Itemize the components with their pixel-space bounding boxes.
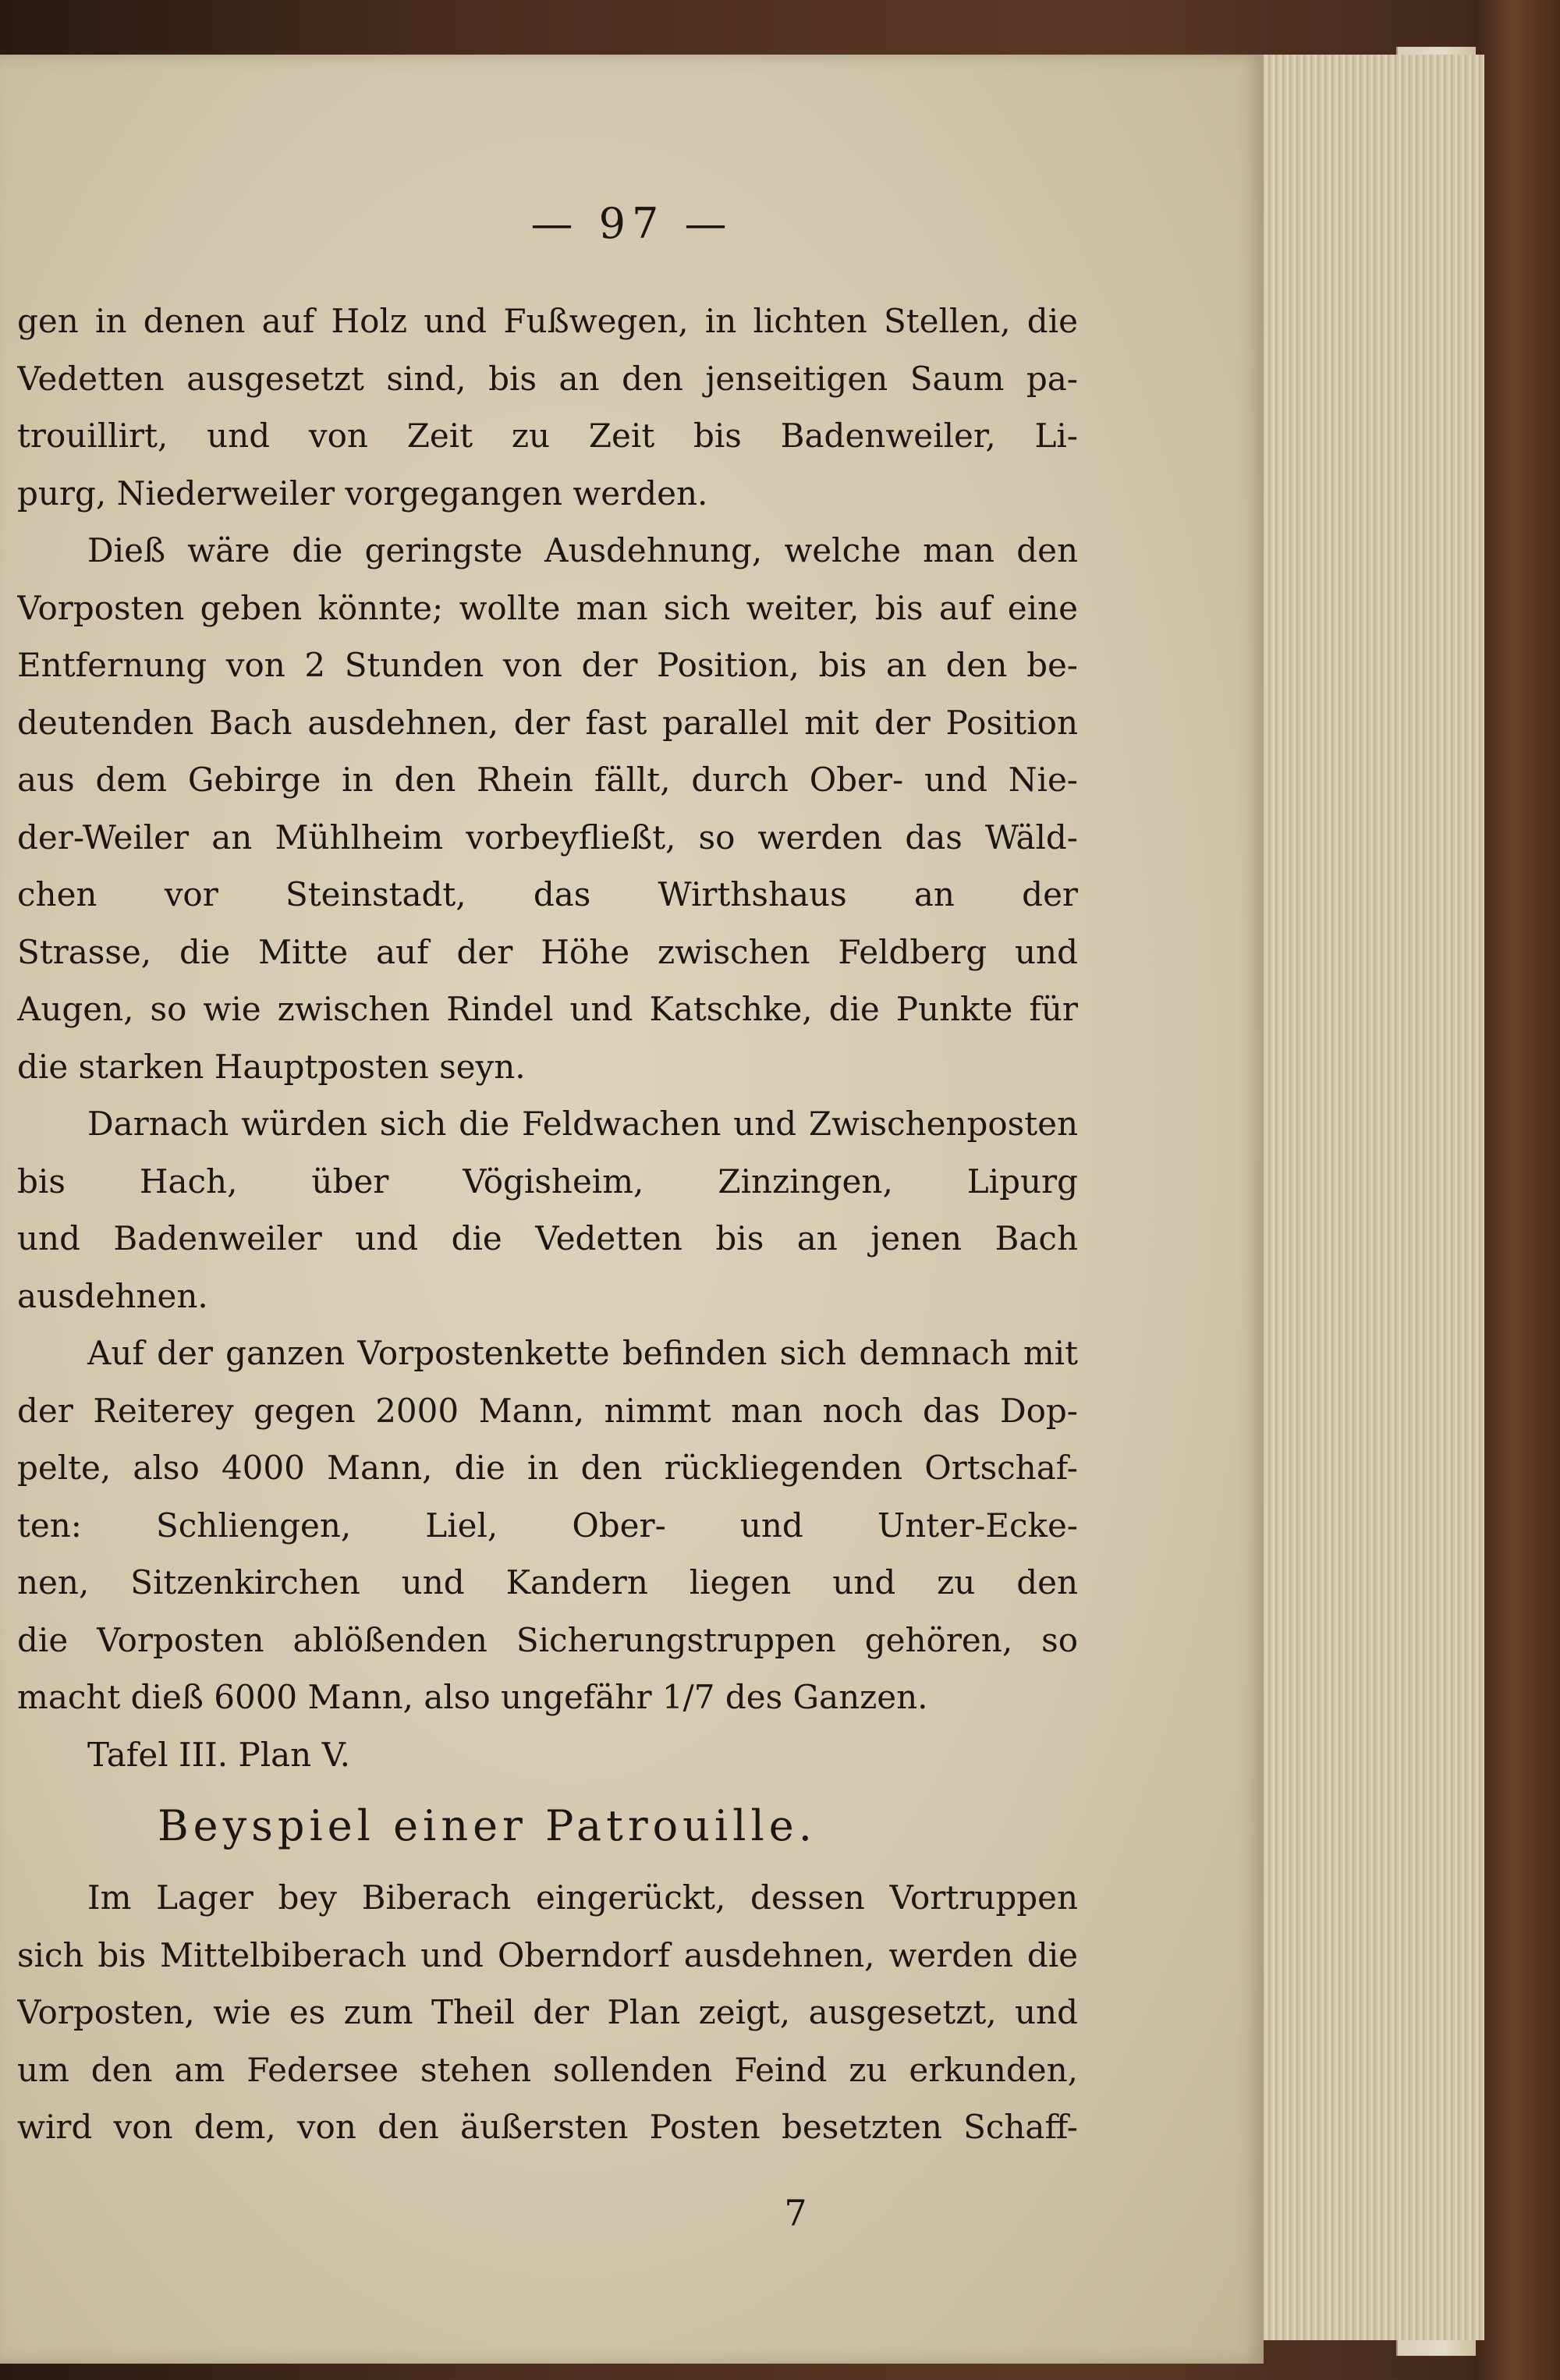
text-line: ausdehnen. bbox=[17, 1276, 208, 1315]
text-line: Vedetten ausgesetzt sind, bis an den jenseitigen Saum pa- bbox=[17, 359, 1078, 398]
page-number-header: — 97 — bbox=[530, 199, 733, 248]
text-line: der Reiterey gegen 2000 Mann, nimmt man noch das Dop- bbox=[17, 1391, 1078, 1430]
text-line: macht dieß 6000 Mann, also ungefähr 1/7 des Ganzen. bbox=[17, 1678, 928, 1716]
text-line: aus dem Gebirge in den Rhein fällt, durch Ober- und Nie- bbox=[17, 761, 1078, 799]
text-line: Im Lager bey Biberach eingerückt, dessen Vortruppen bbox=[87, 1878, 1078, 1917]
text-line: Strasse, die Mitte auf der Höhe zwischen Feldberg und bbox=[17, 932, 1078, 971]
text-line: Tafel III. Plan V. bbox=[87, 1735, 350, 1774]
text-line: der-Weiler an Mühlheim vorbeyfließt, so werden das Wäld- bbox=[17, 818, 1078, 857]
text-line: Vorposten geben könnte; wollte man sich weiter, bis auf eine bbox=[17, 588, 1078, 627]
leather-binding-right bbox=[1474, 0, 1560, 2380]
text-line: bis Hach, über Vögisheim, Zinzingen, Lipurg bbox=[17, 1162, 1078, 1201]
text-line: Vorposten, wie es zum Theil der Plan zeigt, ausgesetzt, und bbox=[17, 1993, 1078, 2031]
text-line: wird von dem, von den äußersten Posten besetzten Schaff- bbox=[17, 2108, 1078, 2146]
page-text bbox=[17, 293, 1078, 2156]
page-block-edge bbox=[1248, 55, 1484, 2340]
text-line: sich bis Mittelbiberach und Oberndorf ausdehnen, werden die bbox=[17, 1935, 1078, 1974]
text-line: und Badenweiler und die Vedetten bis an jenen Bach bbox=[17, 1219, 1078, 1257]
text-line: pelte, also 4000 Mann, die in den rückliegenden Ortschaf- bbox=[17, 1449, 1078, 1487]
text-line: trouillirt, und von Zeit zu Zeit bis Badenweiler, Li- bbox=[17, 417, 1078, 455]
text-line: chen vor Steinstadt, das Wirthshaus an der bbox=[17, 875, 1078, 913]
text-line: um den am Federsee stehen sollenden Feind zu erkunden, bbox=[17, 2050, 1078, 2089]
text-line: deutenden Bach ausdehnen, der fast parallel mit der Position bbox=[17, 703, 1078, 742]
text-line: Dieß wäre die geringste Ausdehnung, welche man den bbox=[87, 531, 1078, 569]
text-line: die Vorposten ablößenden Sicherungstruppen gehören, so bbox=[17, 1620, 1078, 1659]
text-line: gen in denen auf Holz und Fußwegen, in lichten Stellen, die bbox=[17, 302, 1078, 340]
text-line: die starken Hauptposten seyn. bbox=[17, 1047, 526, 1086]
text-line: purg, Niederweiler vorgegangen werden. bbox=[17, 474, 708, 513]
text-line: Darnach würden sich die Feldwachen und Zwischenposten bbox=[87, 1105, 1078, 1143]
signature-mark: 7 bbox=[784, 2192, 807, 2234]
text-line: ten: Schliengen, Liel, Ober- und Unter-Ecke- bbox=[17, 1506, 1078, 1545]
text-line: nen, Sitzenkirchen und Kandern liegen und zu den bbox=[17, 1563, 1078, 1601]
text-line: Entfernung von 2 Stunden von der Position, bis an den be- bbox=[17, 646, 1078, 684]
section-heading: Beyspiel einer Patrouille. bbox=[158, 1801, 817, 1850]
text-line: Auf der ganzen Vorpostenkette befinden sich demnach mit bbox=[87, 1334, 1078, 1372]
text-line: Augen, so wie zwischen Rindel und Katschke, die Punkte für bbox=[17, 990, 1078, 1028]
